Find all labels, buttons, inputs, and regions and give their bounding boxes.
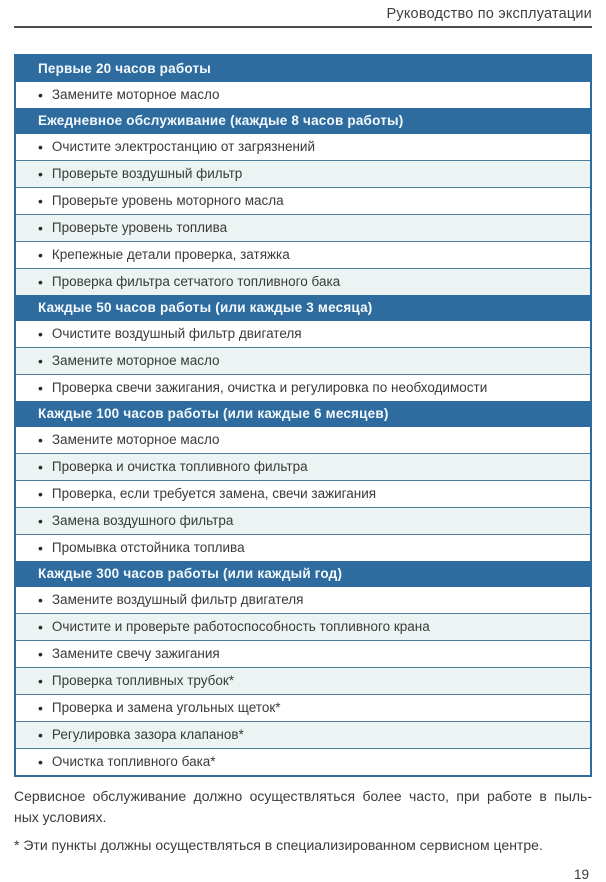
table-row: [16, 321, 590, 347]
table-row: [16, 268, 590, 295]
table-row-label: Замените моторное масло: [51, 87, 220, 102]
bullet-icon: •: [38, 727, 43, 743]
service-note-line2: ных условиях.: [14, 809, 107, 825]
table-row-label: Замена воздушного фильтра: [51, 513, 234, 528]
table-row: [16, 534, 590, 561]
section-header: Каждые 50 часов работы (или каждые 3 месяца): [16, 295, 590, 321]
table-row-label: Проверьте уровень топлива: [51, 220, 228, 235]
bullet-icon: •: [38, 139, 43, 155]
table-row-label: Проверка фильтра сетчатого топливного бака: [51, 274, 341, 289]
asterisk-note: * Эти пункты должны осуществляться в специализированном сервисном центре.: [14, 837, 543, 853]
table-row-label: Замените воздушный фильтр двигателя: [51, 592, 304, 607]
table-row-label: Очистка топливного бака*: [51, 754, 216, 769]
table-row-label: Очистите воздушный фильтр двигателя: [51, 326, 302, 341]
page-title: Руководство по эксплуатации: [386, 6, 592, 22]
bullet-icon: •: [38, 193, 43, 209]
bullet-icon: •: [38, 540, 43, 556]
bullet-icon: •: [38, 380, 43, 396]
bullet-icon: •: [38, 220, 43, 236]
table-row: [16, 667, 590, 694]
bullet-icon: •: [38, 247, 43, 263]
bullet-icon: •: [38, 326, 43, 342]
table-row: [16, 480, 590, 507]
table-row: [16, 214, 590, 241]
table-row-label: Очистите электростанцию от загрязнений: [51, 139, 315, 154]
table-row: [16, 374, 590, 401]
table-row: [16, 160, 590, 187]
table-row-label: Очистите и проверьте работоспособность топливного крана: [51, 619, 430, 634]
table-row: [16, 241, 590, 268]
page-header: [14, 0, 592, 28]
table-row: [16, 427, 590, 453]
bullet-icon: •: [38, 673, 43, 689]
table-row: [16, 453, 590, 480]
bullet-icon: •: [38, 700, 43, 716]
bullet-icon: •: [38, 592, 43, 608]
table-row-label: Регулировка зазора клапанов*: [51, 727, 244, 742]
bullet-icon: •: [38, 754, 43, 770]
bullet-icon: •: [38, 619, 43, 635]
bullet-icon: •: [38, 646, 43, 662]
bullet-icon: •: [38, 87, 43, 103]
table-row: [16, 748, 590, 775]
section-header: Первые 20 часов работы: [16, 56, 590, 82]
section-header: Каждые 300 часов работы (или каждый год): [16, 561, 590, 587]
bullet-icon: •: [38, 513, 43, 529]
table-row-label: Замените моторное масло: [51, 432, 220, 447]
table-row-label: Проверьте уровень моторного масла: [51, 193, 284, 208]
bullet-icon: •: [38, 274, 43, 290]
table-row: [16, 347, 590, 374]
maintenance-schedule-table: [14, 54, 592, 777]
table-row: [16, 507, 590, 534]
service-note: [14, 786, 592, 828]
page-number: 19: [573, 867, 589, 882]
table-row: [16, 587, 590, 613]
table-row-label: Замените свечу зажигания: [51, 646, 220, 661]
table-row: [16, 613, 590, 640]
table-row-label: Проверка топливных трубок*: [51, 673, 235, 688]
table-row: [16, 187, 590, 214]
bullet-icon: •: [38, 432, 43, 448]
bullet-icon: •: [38, 166, 43, 182]
table-row: [16, 694, 590, 721]
table-row: [16, 721, 590, 748]
table-row: [16, 82, 590, 108]
table-row-label: Промывка отстойника топлива: [51, 540, 245, 555]
table-row: [16, 134, 590, 160]
bullet-icon: •: [38, 353, 43, 369]
table-row-label: Крепежные детали проверка, затяжка: [51, 247, 290, 262]
table-row-label: Проверка и замена угольных щеток*: [51, 700, 281, 715]
bullet-icon: •: [38, 459, 43, 475]
table-row-label: Замените моторное масло: [51, 353, 220, 368]
table-row-label: Проверьте воздушный фильтр: [51, 166, 243, 181]
table-row: [16, 640, 590, 667]
section-header: Каждые 100 часов работы (или каждые 6 месяцев): [16, 401, 590, 427]
table-row-label: Проверка, если требуется замена, свечи зажигания: [51, 486, 377, 501]
table-row-label: Проверка свечи зажигания, очистка и регулировка по необходимости: [51, 380, 488, 395]
table-row-label: Проверка и очистка топливного фильтра: [51, 459, 308, 474]
bullet-icon: •: [38, 486, 43, 502]
service-note-line1: Сервисное обслуживание должно осуществляться более часто, при работе в пыль-: [14, 788, 592, 804]
section-header: Ежедневное обслуживание (каждые 8 часов работы): [16, 108, 590, 134]
